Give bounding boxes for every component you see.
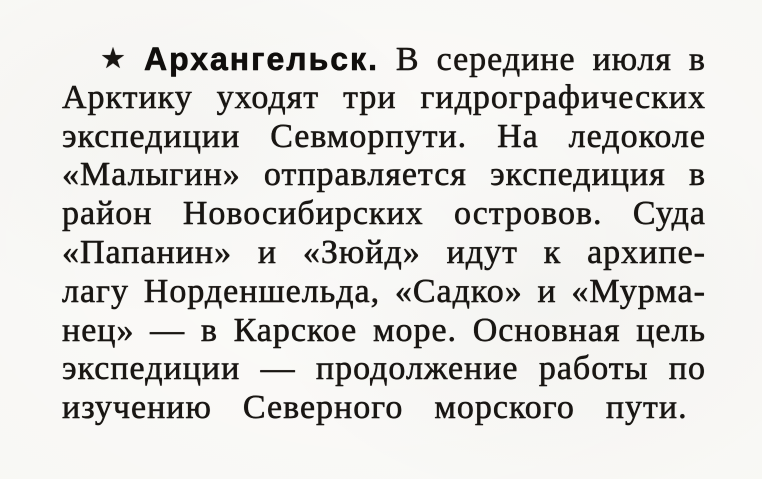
word: архипе- [587, 233, 706, 271]
word: Основная [472, 311, 621, 349]
word: экспедиции [62, 350, 241, 388]
word: к [543, 233, 562, 271]
lead-word: Архангельск. [143, 41, 379, 77]
word: нец» [62, 311, 135, 349]
text-line [62, 389, 706, 428]
word: Карское [233, 311, 358, 349]
word: Новосибирских [182, 195, 424, 233]
word: в [688, 156, 706, 194]
word: отправляется [263, 156, 467, 194]
word: пути. [605, 389, 688, 427]
article-text [62, 40, 706, 428]
word: район [62, 195, 153, 233]
text-line [62, 312, 706, 351]
text-line [62, 273, 706, 312]
word: ледоколе [568, 117, 706, 155]
text-line [62, 195, 706, 234]
word: лагу [62, 272, 130, 310]
word: — [150, 311, 186, 349]
word: в [200, 311, 218, 349]
word: идут [446, 233, 518, 271]
word: и [537, 272, 557, 310]
word: «Зюйд» [302, 233, 421, 271]
text-line [62, 40, 706, 79]
word: морского [434, 389, 575, 427]
word: изучению [62, 389, 212, 427]
word: июля [592, 41, 672, 78]
word: и [257, 233, 278, 271]
word: середине [436, 41, 576, 78]
text-line [62, 79, 706, 118]
text-line [62, 234, 706, 273]
word: гидрографических [420, 78, 706, 116]
word: Норденшельда, [143, 272, 381, 310]
word: в [688, 41, 706, 78]
word: работы [538, 350, 649, 388]
word: На [497, 117, 539, 155]
word: экспедиция [490, 156, 666, 194]
word: уходят [216, 78, 320, 116]
word: В [395, 41, 420, 78]
word: по [668, 350, 706, 388]
word: Севморпути. [270, 117, 468, 155]
text-line [62, 118, 706, 157]
word: островов. [453, 195, 603, 233]
word: море. [372, 311, 458, 349]
text-line [62, 350, 706, 389]
word: Северного [242, 389, 404, 427]
word: три [343, 78, 397, 116]
word: — [260, 350, 296, 388]
word: «Малыгин» [62, 156, 241, 194]
text-line [62, 156, 706, 195]
word: цель [636, 311, 706, 349]
word: «Садко» [394, 272, 523, 310]
word: Суда [632, 195, 706, 233]
word: продолжение [315, 350, 519, 388]
star-icon: ★ [100, 41, 127, 75]
word: «Мурма- [571, 272, 706, 310]
word: экспедиции [62, 117, 241, 155]
word: Арктику [62, 78, 193, 116]
word: «Папанин» [62, 233, 233, 271]
